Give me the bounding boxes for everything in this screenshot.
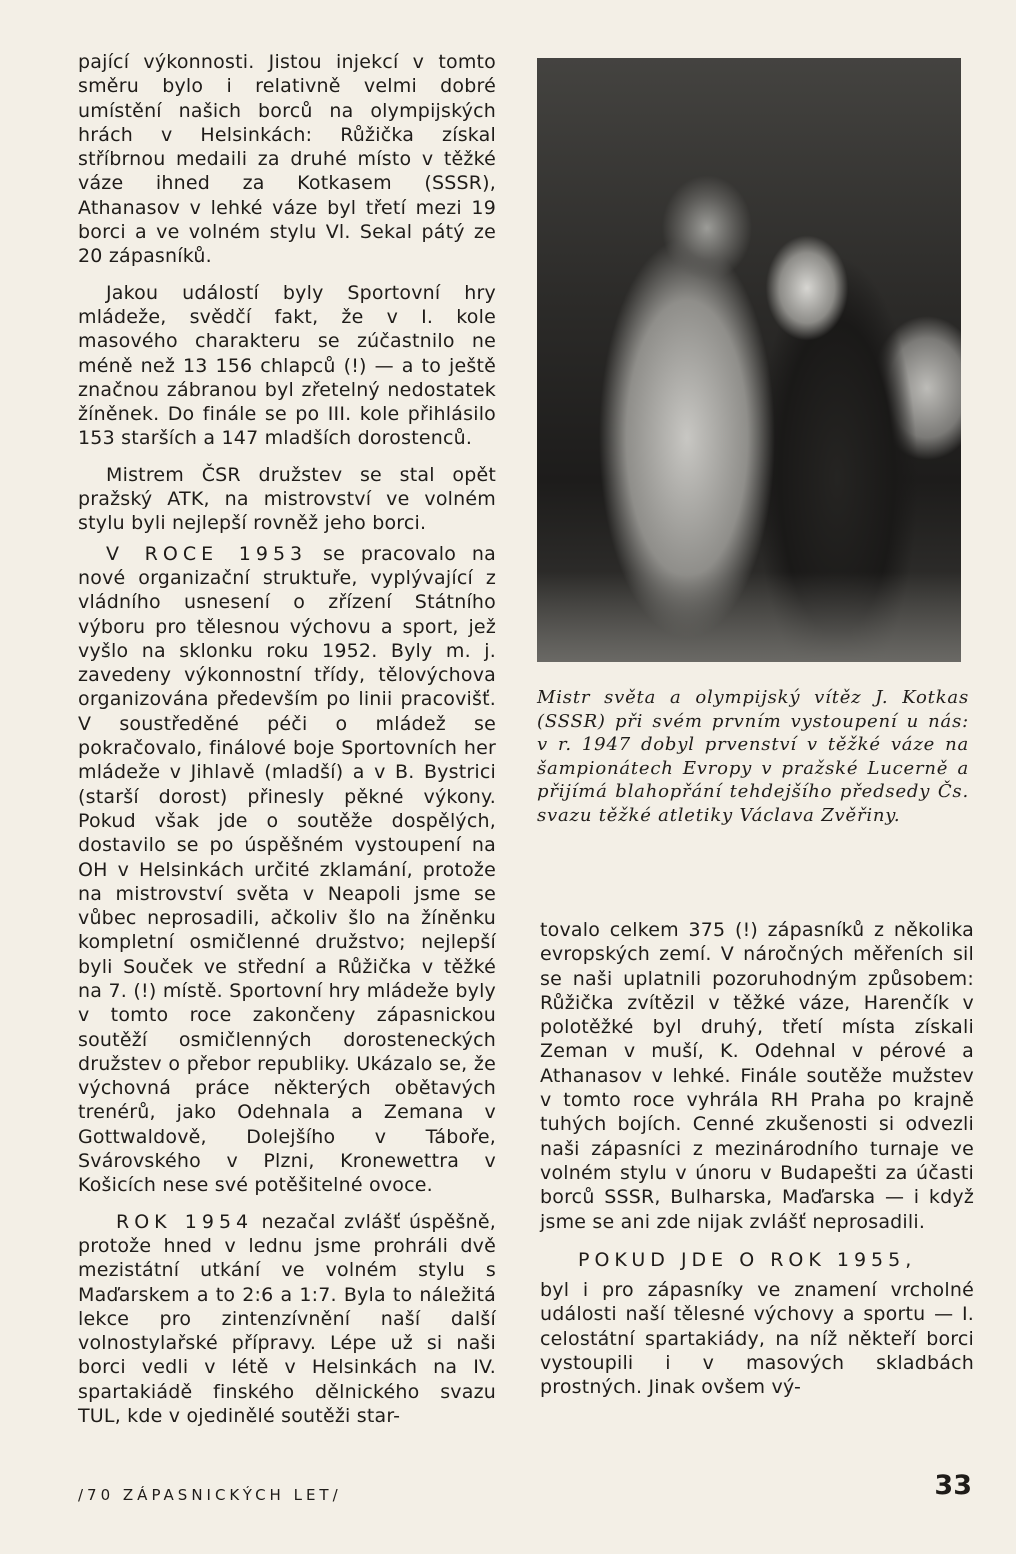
paragraph: Mistrem ČSR družstev se stal opět pražský ATK, na mistrovství ve volném stylu byli nejlepší rovněž jeho borci. [78,463,496,535]
paragraph: Jakou událostí byly Sportovní hry mládeže, svědčí fakt, že v I. kole masového charakteru se zúčastnilo ne méně než 13 156 chlapců (!) — a to ještě značnou zábranou byl zřetelný nedostatek žíněnek. Do finále se po III. kole přihlásilo 153 starších a 147 mladších dorostenců. [78,281,496,450]
section-heading-1953: V ROCE 1953 [106,542,308,565]
paragraph [78,542,496,1198]
paragraph: tovalo celkem 375 (!) zápasníků z několika evropských zemí. V náročných měřeních sil se naši uplatnili pozoruhodným způsobem: Růžička zvítězil v těžké váze, Harenčík v polotěžké byl druhý, třetí místa získali Zeman v muší, K. Odehnal v pérové a Athanasov v lehké. Finále soutěže mužstev v tomto roce vyhrála RH Praha po krajně tuhých bojích. Cenné zkušenosti si odvezli naši zápasníci z mezinárodního turnaje ve volném stylu v únoru v Budapešti za účasti borců SSSR, Bulharska, Maďarska — i když jsme se ani zde nijak zvlášť neprosadili. [540,919,974,1233]
paragraph: pající výkonnosti. Jistou injekcí v tomto směru bylo i relativně velmi dobré umístění našich borců na olympijských hrách v Helsinkách: Růžička získal stříbrnou medaili za druhé místo v těžké váze ihned za Kotkasem (SSSR), Athanasov v lehké váze byl třetí mezi 19 borci a ve volném stylu Vl. Sekal pátý ze 20 zápasníků. [78,51,496,268]
caption-text: Mistr světa a olympijský vítěz J. Kotkas (SSSR) při svém prvním vystoupení u nás: v r. 1947 dobyl prvenství v těžké váze na šampionátech Evropy v pražské Lucerně a přijímá blahopřání tehdejšího předsedy Čs. svazu těžké atletiky Václava Zvěřiny. [537,687,969,826]
paragraph-text: nezačal zvlášť úspěšně, protože hned v lednu jsme prohráli dvě mezistátní utkání ve volném stylu s Maďarskem a to 2:6 a 1:7. Byla to náležitá lekce pro zintenzívnění naší další volnostylařské přípravy. Lépe už si naši borci vedli v létě v Helsinkách na IV. spartakiádě finského dělnického svazu TUL, kde v ojedinělé soutěži star- [78,1210,496,1428]
photo-floor-shade [537,572,961,662]
left-text-column [78,50,496,1428]
paragraph-text: se pracovalo na nové organizační struktuře, vyplývající z vládního usnesení o zřízení Státního výboru pro tělesnou výchovu a sport, jež vyšlo na sklonku roku 1952. Byly m. j. zavedeny výkonnostní třídy, tělovýchova organizována především po linii pracovišť. V soustředěné péči o mládež se pokračovalo, finálové boje Sportovních her mládeže v Jihlavě (mladší) a v B. Bystrici (starší dorost) přinesly pěkné výkony. Pokud však jde o soutěže dospělých, dostavilo se po úspěšném vystoupení na OH v Helsinkách určité zklamání, protože na mistrovství světa v Neapoli jsme se vůbec neprosadili, ačkoliv šlo na žíněnku kompletní osmičlenné družstvo; nejlepší byli Souček ve střední a Růžička v těžké na 7. (!) místě. Sportovní hry mládeže byly v tomto roce zakončeny zápasnickou soutěží osmičlenných dorosteneckých družstev o přebor republiky. Ukázalo se, že výchovná práce některých obětavých trenérů, jako Odehnala a Zemana v Gottwaldově, Dolejšího v Táboře, Svárovského v Plzni, Kronewettra v Košicích nese své potěšitelné ovoce. [78,542,497,1197]
paragraph: byl i pro zápasníky ve znamení vrcholné události naší tělesné výchovy a sportu — I. celostátní spartakiády, na níž někteří borci vystoupili i v masových skladbách prostných. Jinak ovšem vý- [540,1279,974,1399]
running-footer: /70 ZÁPASNICKÝCH LET/ [78,1486,342,1504]
section-heading-1955 [540,1248,974,1272]
page-number: 33 [934,1470,972,1501]
photo-caption [537,686,969,827]
historical-photo [537,58,961,662]
paragraph [78,1210,496,1429]
section-heading-1954: ROK 1954 [116,1210,254,1233]
section-heading-text: POKUD JDE O ROK 1955, [578,1248,917,1271]
right-text-column [540,918,974,1400]
